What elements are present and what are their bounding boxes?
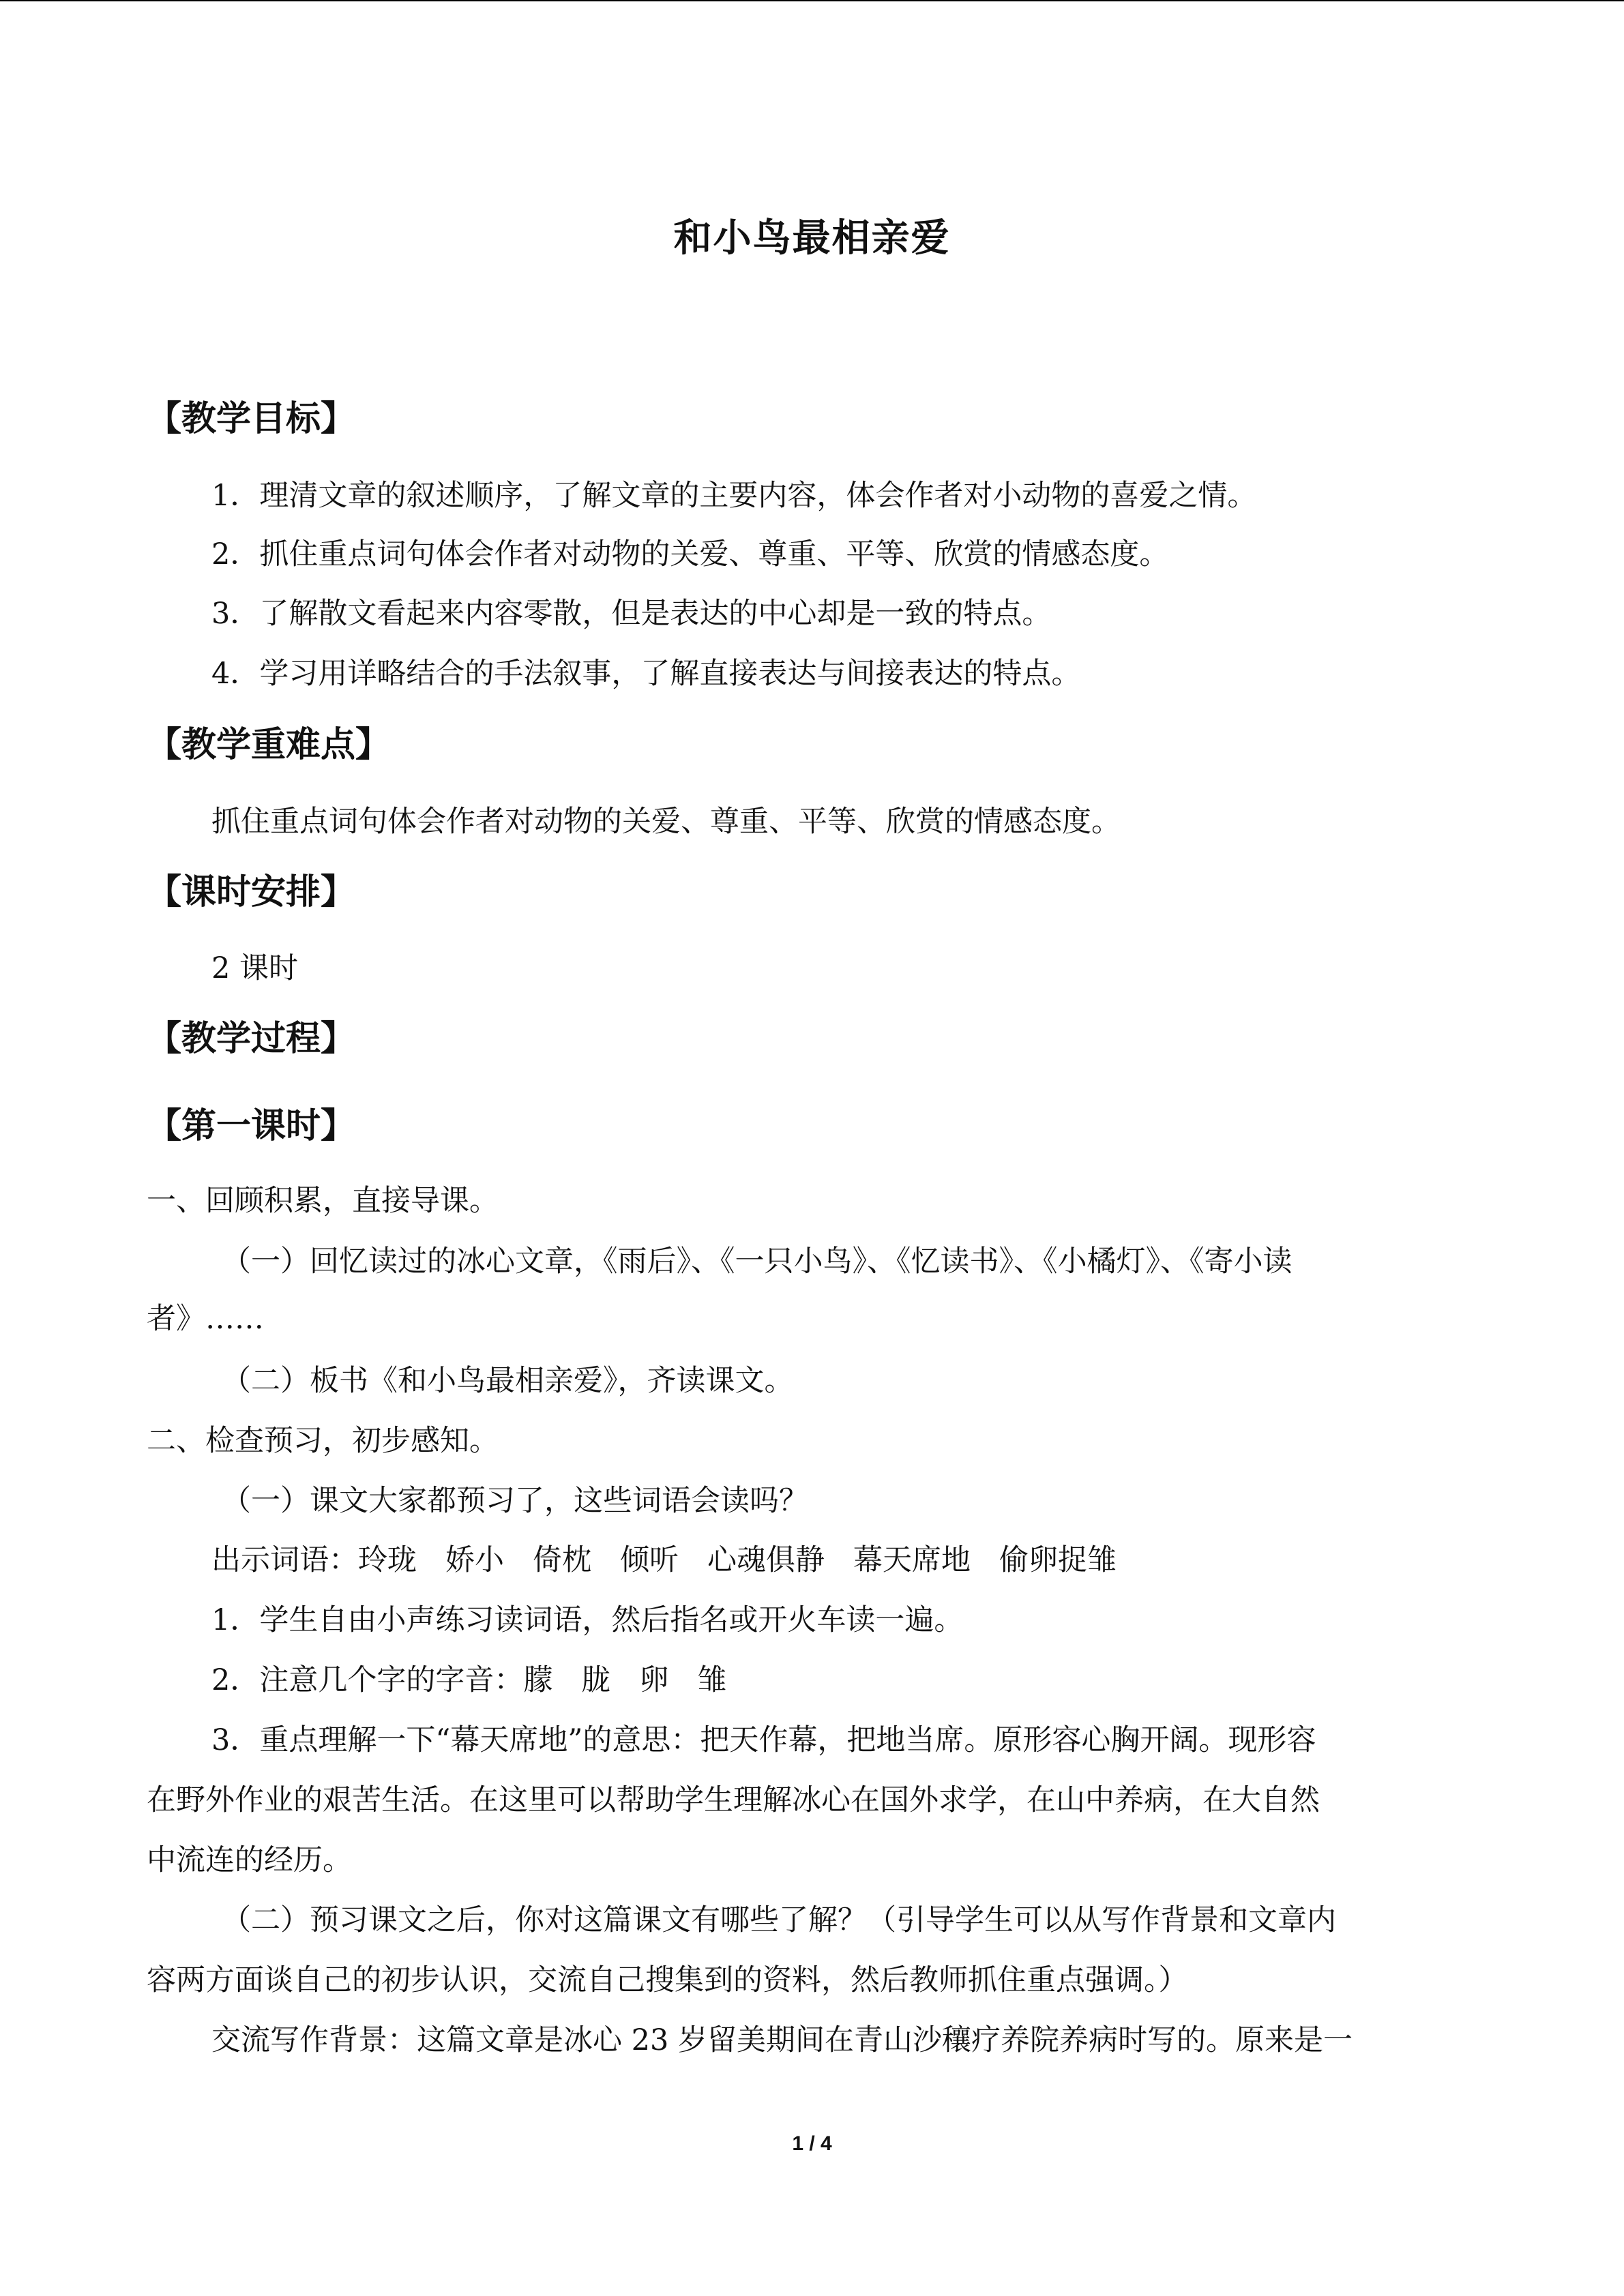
step-3-line3: 中流连的经历。 <box>147 1843 352 1877</box>
part2-item1: （一）课文大家都预习了，这些词语会读吗？ <box>222 1484 808 1518</box>
pronunciation-char: 卵 <box>639 1663 669 1697</box>
pronunciation-char: 朦 <box>523 1663 553 1697</box>
pronunciation-char: 胧 <box>581 1663 611 1697</box>
step-2-label: 2．注意几个字的字音： <box>211 1663 524 1697</box>
heading-objectives: 【教学目标】 <box>147 399 356 439</box>
heading-first-lesson: 【第一课时】 <box>147 1106 356 1146</box>
part2-item2-line2: 容两方面谈自己的初步认识，交流自己搜集到的资料，然后教师抓住重点强调。） <box>147 1963 1188 1997</box>
heading-schedule: 【课时安排】 <box>147 872 356 912</box>
key-points-text: 抓住重点词句体会作者对动物的关爱、尊重、平等、欣赏的情感态度。 <box>211 805 1121 839</box>
step-3-line1: 3．重点理解一下“幕天席地”的意思：把天作幕，把地当席。原形容心胸开阔。现形容 <box>211 1723 1316 1757</box>
part1-title: 一、回顾积累，直接导课。 <box>147 1184 499 1218</box>
vocab-word: 倚枕 <box>533 1543 591 1577</box>
schedule-text: 2 课时 <box>211 951 299 985</box>
step-3-line2: 在野外作业的艰苦生活。在这里可以帮助学生理解冰心在国外求学，在山中养病，在大自然 <box>147 1783 1320 1817</box>
objective-item-3: 3．了解散文看起来内容零散，但是表达的中心却是一致的特点。 <box>211 597 1052 631</box>
part2-item2-line1: （二）预习课文之后，你对这篇课文有哪些了解？（引导学生可以从写作背景和文章内 <box>222 1903 1336 1937</box>
vocab-label: 出示词语： <box>211 1543 358 1577</box>
vocab-line <box>211 1540 1117 1581</box>
page-number: 1 / 4 <box>792 2132 832 2155</box>
heading-key-points: 【教学重难点】 <box>147 725 391 765</box>
objective-item-2: 2．抓住重点词句体会作者对动物的关爱、尊重、平等、欣赏的情感态度。 <box>211 537 1169 571</box>
part1-item1-line2: 者》…… <box>147 1302 264 1336</box>
objective-item-1: 1．理清文章的叙述顺序，了解文章的主要内容，体会作者对小动物的喜爱之情。 <box>211 479 1257 513</box>
vocab-word: 心魂俱静 <box>707 1543 825 1577</box>
part2-title: 二、检查预习，初步感知。 <box>147 1424 499 1458</box>
step-1: 1．学生自由小声练习读词语，然后指名或开火车读一遍。 <box>211 1603 964 1637</box>
step-2-line <box>211 1660 726 1701</box>
vocab-word: 倾听 <box>620 1543 679 1577</box>
background-line1: 交流写作背景：这篇文章是冰心 23 岁留美期间在青山沙穰疗养院养病时写的。原来是一 <box>211 2023 1353 2057</box>
pronunciation-char: 雏 <box>697 1663 727 1697</box>
vocab-word: 玲珑 <box>358 1543 417 1577</box>
vocab-word: 偷卵捉雏 <box>999 1543 1117 1577</box>
part1-item1-line1: （一）回忆读过的冰心文章，《雨后》、《一只小鸟》、《忆读书》、《小橘灯》、《寄小读 <box>222 1244 1293 1279</box>
vocab-word: 幕天席地 <box>853 1543 971 1577</box>
heading-process: 【教学过程】 <box>147 1019 356 1059</box>
objective-item-4: 4．学习用详略结合的手法叙事，了解直接表达与间接表达的特点。 <box>211 657 1081 691</box>
page-top-border <box>0 0 1624 1</box>
document-title: 和小鸟最相亲爱 <box>673 216 951 260</box>
part1-item2: （二）板书《和小鸟最相亲爱》，齐读课文。 <box>222 1364 794 1398</box>
vocab-word: 娇小 <box>445 1543 504 1577</box>
